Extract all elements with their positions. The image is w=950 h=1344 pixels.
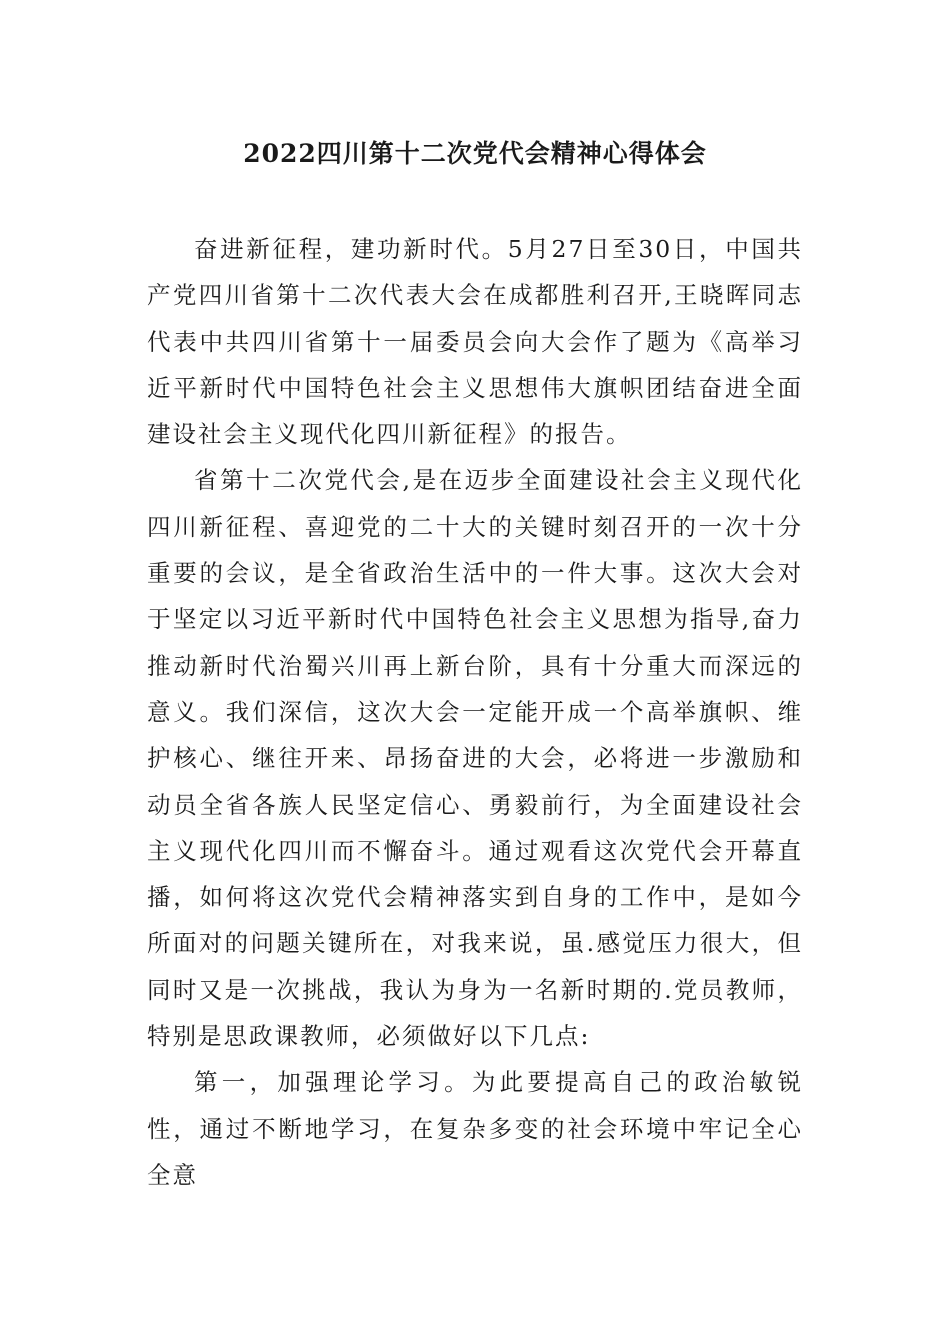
- paragraph-intro: 奋进新征程，建功新时代。5月27日至30日，中国共产党四川省第十二次代表大会在成都胜利召开,王晓晖同志代表中共四川省第十一届委员会向大会作了题为《高举习近平新时代中国特色社会主义思想伟大旗帜团结奋进全面建设社会主义现代化四川新征程》的报告。: [147, 235, 803, 449]
- paragraph-significance: 省第十二次党代会,是在迈步全面建设社会主义现代化四川新征程、喜迎党的二十大的关键时刻召开的一次十分重要的会议，是全省政治生活中的一件大事。这次大会对于坚定以习近平新时代中国特色社会主义思想为指导,奋力推动新时代治蜀兴川再上新台阶，具有十分重大而深远的意义。我们深信，这次大会一定能开成一个高举旗帜、维护核心、继往开来、昂扬奋进的大会，必将进一步激励和动员全省各族人民坚定信心、勇毅前行，为全面建设社会主义现代化四川而不懈奋斗。通过观看这次党代会开幕直播，如何将这次党代会精神落实到自身的工作中，是如今所面对的问题关键所在，对我来说，虽.感觉压力很大，但同时又是一次挑战，我认为身为一名新时期的.党员教师，特别是思政课教师，必须做好以下几点:: [147, 466, 803, 1051]
- document-title: 2022四川第十二次党代会精神心得体会: [243, 139, 707, 168]
- document-body: [147, 226, 803, 1198]
- paragraph-point-one: 第一，加强理论学习。为此要提高自己的政治敏锐性，通过不断地学习，在复杂多变的社会环境中牢记全心全意: [147, 1068, 803, 1189]
